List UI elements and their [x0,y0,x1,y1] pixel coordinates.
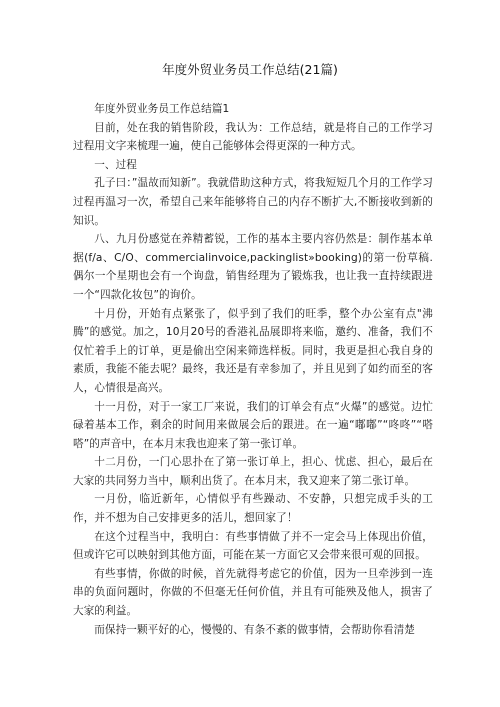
paragraph: 孔子曰：”温故而知新”。我就借助这种方式，将我短短几个月的工作学习过程再温习一次，希望自己来年能够将自己的内存不断扩大,不断接收到新的知识。 [73,177,433,227]
paragraph: 而保持一颗平好的心，慢慢的、有条不紊的做事情，会帮助你看清楚 [94,623,415,636]
section-heading: 年度外贸业务员工作总结篇1 [94,103,230,115]
paragraph: 目前，处在我的销售阶段，我认为：工作总结，就是将自己的工作学习过程用文字来梳理一遍，使自己能够体会得更深的一种方式。 [73,121,433,153]
paragraph: 十一月份，对于一家工厂来说，我们的订单会有点“火爆”的感觉。边忙碌着基本工作，剩余的时间用来做展会后的跟进。在一遍“嘟嘟”“咚咚”“嗒嗒”的声音中，在本月末我也迎来了第一张订单。 [73,400,433,450]
paragraph: 在这个过程当中，我明白：有些事情做了并不一定会马上体现出价值，但或许它可以映射到其他方面，可能在某一方面它又会带来很可观的回报。 [73,530,433,562]
document-body [73,100,433,639]
paragraph: 十月份，开始有点紧张了，似乎到了我们的旺季，整个办公室有点"沸腾”的感觉。加之，10月20号的香港礼品展即将来临，邀约、准备，我们不仅忙着手上的订单，更是偷出空闲来筛选样板。同时，我更是担心我自身的素质，我能不能去呢？最终，我还是有幸参加了，并且见到了如约而至的客人，心情很是高兴。 [73,307,433,394]
paragraph: 一月份，临近新年，心情似乎有些躁动、不安静，只想完成手头的工作，并不想为自己安排更多的活儿，想回家了！ [73,493,433,525]
document-title: 年度外贸业务员工作总结(21篇) [162,62,338,77]
subsection-heading: 一、过程 [94,158,137,171]
paragraph: 十二月份，一门心思扑在了第一张订单上，担心、忧虑、担心，最后在大家的共同努力当中，顺利出货了。在本月末，我又迎来了第二张订单。 [73,456,433,487]
paragraph: 八、九月份感觉在养精蓄锐，工作的基本主要内容仍然是：制作基本单据(f/a、C/O、commercialinvoice,packinglist»booking)的第一份草稿.偶尔一个星期也会有一个询盘，销售经理为了锻炼我，也让我一直持续跟进一个“四款化妆包”的询价。 [73,233,433,301]
paragraph: 有些事情，你做的时候，首先就得考虑它的价值，因为一旦牵涉到一连串的负面问题时，你做的不但毫无任何价值，并且有可能殃及他人，损害了大家的利益。 [73,567,433,618]
